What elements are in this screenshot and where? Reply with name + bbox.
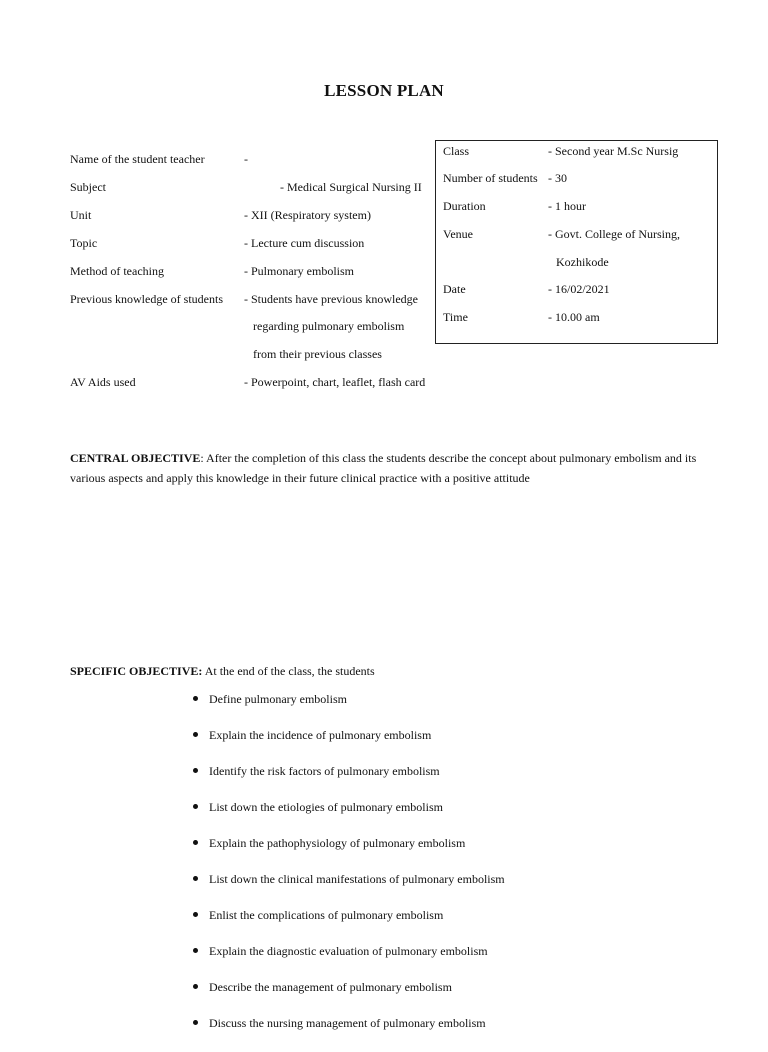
- bullet-icon: [193, 912, 198, 917]
- list-item: [190, 728, 710, 764]
- details-row-venue: [436, 228, 717, 242]
- list-item: [190, 692, 710, 728]
- info-value-continued: from their previous classes: [253, 347, 382, 361]
- info-row-av-aids: [0, 376, 430, 390]
- info-value: - Students have previous knowledge: [244, 292, 418, 306]
- info-label: Name of the student teacher: [70, 152, 205, 166]
- details-row-duration: [436, 200, 717, 214]
- objective-text: List down the etiologies of pulmonary embolism: [209, 800, 443, 814]
- details-row-venue-cont: [436, 256, 717, 270]
- objective-text: Describe the management of pulmonary embolism: [209, 980, 452, 994]
- specific-objectives-list: [190, 692, 710, 1052]
- info-label: Unit: [70, 208, 92, 222]
- bullet-icon: [193, 696, 198, 701]
- bullet-icon: [193, 948, 198, 953]
- bullet-icon: [193, 804, 198, 809]
- details-value: - 10.00 am: [548, 310, 600, 324]
- bullet-icon: [193, 768, 198, 773]
- info-row-method: [0, 265, 430, 279]
- bullet-icon: [193, 1020, 198, 1025]
- info-row-topic: [0, 237, 430, 251]
- bullet-icon: [193, 876, 198, 881]
- list-item: [190, 1016, 710, 1052]
- details-row-date: [436, 283, 717, 297]
- info-row-unit: [0, 209, 430, 223]
- info-row-student-teacher: [0, 153, 430, 167]
- objective-text: Define pulmonary embolism: [209, 692, 347, 706]
- objective-text: List down the clinical manifestations of pulmonary embolism: [209, 872, 505, 886]
- objective-text: Enlist the complications of pulmonary embolism: [209, 908, 444, 922]
- info-label: Previous knowledge of students: [70, 292, 223, 306]
- info-value: - Powerpoint, chart, leaflet, flash card: [244, 375, 426, 389]
- details-value: - 30: [548, 171, 567, 185]
- list-item: [190, 872, 710, 908]
- info-value: - Medical Surgical Nursing II: [280, 180, 422, 194]
- info-value: - XII (Respiratory system): [244, 208, 371, 222]
- details-label: Class: [443, 144, 470, 158]
- details-row-class: [436, 145, 717, 159]
- class-details-box: [435, 140, 718, 344]
- page-title: LESSON PLAN: [324, 81, 444, 100]
- info-value: - Lecture cum discussion: [244, 236, 365, 250]
- objective-text: Explain the pathophysiology of pulmonary embolism: [209, 836, 466, 850]
- details-label: Duration: [443, 199, 486, 213]
- info-row-previous-knowledge: [0, 293, 430, 307]
- details-row-students: [436, 172, 717, 186]
- bullet-icon: [193, 984, 198, 989]
- info-label: Subject: [70, 180, 106, 194]
- list-item: [190, 800, 710, 836]
- bullet-icon: [193, 840, 198, 845]
- list-item: [190, 908, 710, 944]
- info-row-previous-knowledge-cont: [0, 320, 430, 334]
- specific-objective-intro: At the end of the class, the students: [202, 664, 375, 678]
- details-row-time: [436, 311, 717, 325]
- specific-objective-heading: SPECIFIC OBJECTIVE:: [70, 664, 203, 678]
- bullet-icon: [193, 732, 198, 737]
- info-value: - Pulmonary embolism: [244, 264, 354, 278]
- details-value: - 16/02/2021: [548, 282, 610, 296]
- info-row-subject: [0, 181, 430, 195]
- list-item: [190, 836, 710, 872]
- details-value: - Second year M.Sc Nursig: [548, 144, 679, 158]
- objective-text: Discuss the nursing management of pulmonary embolism: [209, 1016, 486, 1030]
- objective-text: Identify the risk factors of pulmonary embolism: [209, 764, 440, 778]
- central-objective: [70, 448, 710, 488]
- objective-text: Explain the diagnostic evaluation of pulmonary embolism: [209, 944, 488, 958]
- list-item: [190, 764, 710, 800]
- details-value: - Govt. College of Nursing,: [548, 227, 680, 241]
- details-label: Venue: [443, 227, 473, 241]
- info-value: -: [244, 152, 248, 166]
- objective-text: Explain the incidence of pulmonary embolism: [209, 728, 432, 742]
- info-value-continued: regarding pulmonary embolism: [253, 319, 405, 333]
- details-label: Number of students: [443, 171, 538, 185]
- list-item: [190, 944, 710, 980]
- info-label: Topic: [70, 236, 98, 250]
- list-item: [190, 980, 710, 1016]
- info-label: AV Aids used: [70, 375, 136, 389]
- central-objective-heading: CENTRAL OBJECTIVE: [70, 451, 201, 465]
- details-label: Time: [443, 310, 468, 324]
- info-row-previous-knowledge-cont: [0, 348, 430, 362]
- details-value: - 1 hour: [548, 199, 586, 213]
- details-value-continued: Kozhikode: [556, 255, 609, 269]
- info-label: Method of teaching: [70, 264, 164, 278]
- central-objective-text: : After the completion of this class the students describe the concept about pulmonary embolism and its various aspects and apply this knowledge in their future clinical practice with a positive attitude: [70, 451, 697, 485]
- specific-objective: [70, 661, 710, 681]
- details-label: Date: [443, 282, 466, 296]
